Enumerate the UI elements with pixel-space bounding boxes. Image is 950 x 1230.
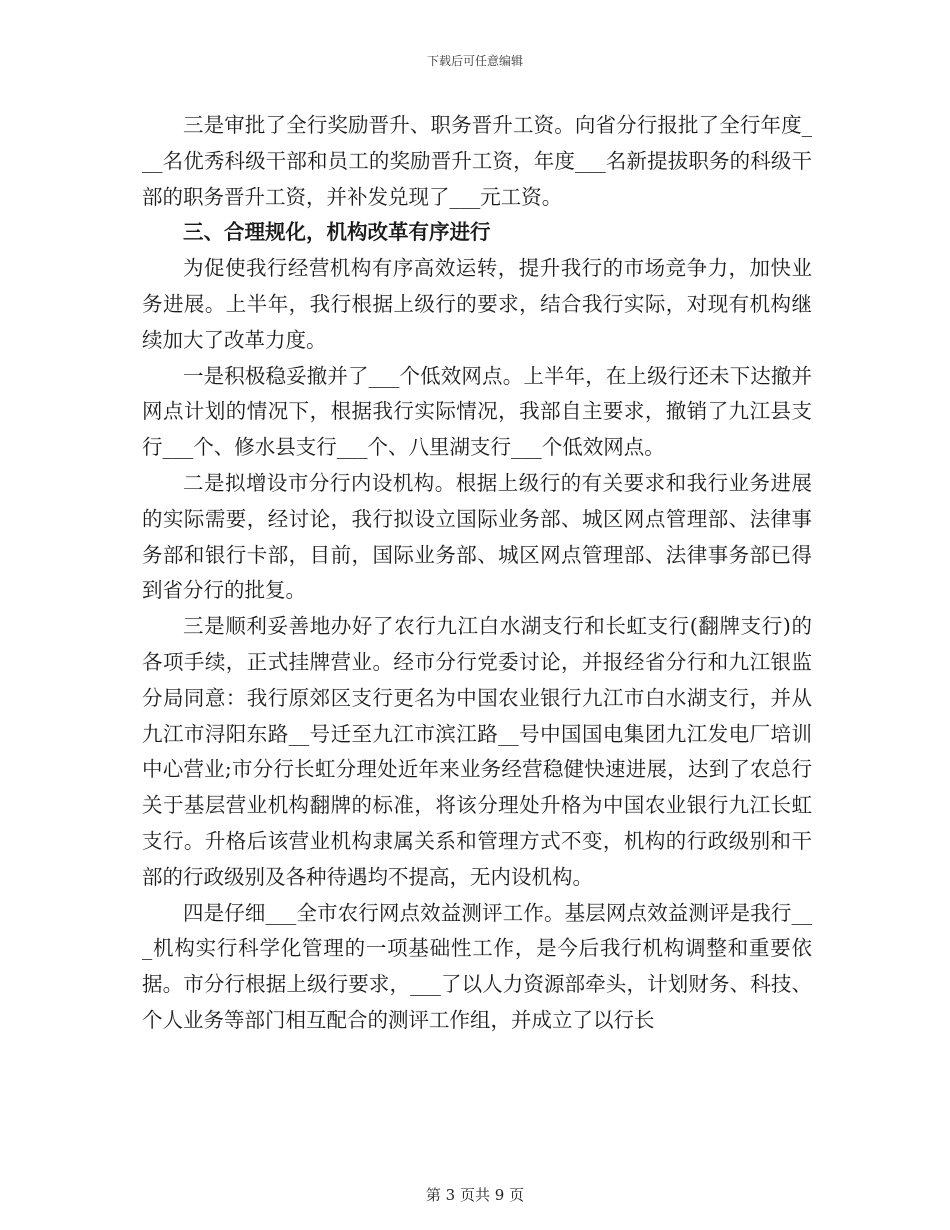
paragraph-salary-approval: 三是审批了全行奖励晋升、职务晋升工资。向省分行报批了全行年度___名优秀科级干部和员工的奖励晋升工资，年度___名新提拔职务的科级干部的职务晋升工资，并补发兑现了___元工资。 <box>142 113 812 209</box>
paragraph-outlet-merger: 一是积极稳妥撤并了___个低效网点。上半年，在上级行还未下达撤并网点计划的情况下，根据我行实际情况，我部自主要求，撤销了九江县支行___个、修水县支行___个、八里湖支行___个低效网点。 <box>142 363 812 460</box>
page-header-note: 下载后可任意编辑 <box>426 54 523 68</box>
document-body <box>142 108 812 1039</box>
page-footer-number: 第 3 页共 9 页 <box>425 1186 525 1204</box>
paragraph-outlet-evaluation: 四是仔细___全市农行网点效益测评工作。基层网点效益测评是我行___机构实行科学化管理的一项基础性工作，是今后我行机构调整和重要依据。市分行根据上级行要求，___了以人力资源部牵头，计划财务、科技、个人业务等部门相互配合的测评工作组，并成立了以行长 <box>142 900 812 1032</box>
paragraph-reform-intro: 为促使我行经营机构有序高效运转，提升我行的市场竞争力，加快业务进展。上半年，我行根据上级行的要求，结合我行实际，对现有机构继续加大了改革力度。 <box>142 256 812 352</box>
paragraph-branch-renaming: 三是顺利妥善地办好了农行九江白水湖支行和长虹支行(翻牌支行)的各项手续，正式挂牌营业。经市分行党委讨论，并报经省分行和九江银监分局同意：我行原郊区支行更名为中国农业银行九江市白水湖支行，并从九江市浔阳东路__号迁至九江市滨江路__号中国国电集团九江发电厂培训中心营业;市分行长虹分理处近年来业务经营稳健快速进展，达到了农总行关于基层营业机构翻牌的标准，将该分理处升格为中国农业银行九江长虹支行。升格后该营业机构隶属关系和管理方式不变，机构的行政级别和干部的行政级别及各种待遇均不提高，无内设机构。 <box>142 614 812 889</box>
section-heading-institution-reform: 三、合理规化，机构改革有序进行 <box>183 220 491 245</box>
paragraph-internal-departments: 二是拟增设市分行内设机构。根据上级行的有关要求和我行业务进展的实际需要，经讨论，我行拟设立国际业务部、城区网点管理部、法律事务部和银行卡部，目前，国际业务部、城区网点管理部、法律事务部已得到省分行的批复。 <box>142 470 812 603</box>
